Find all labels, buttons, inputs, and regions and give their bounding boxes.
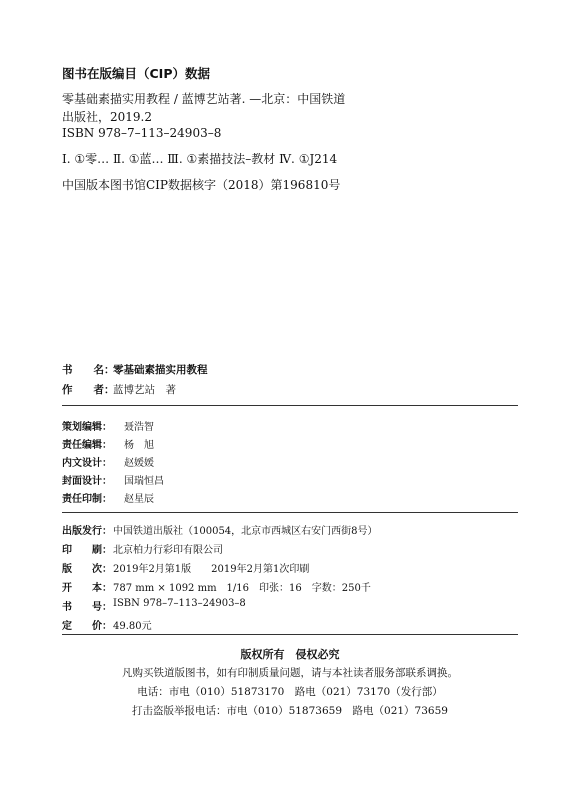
cip-title: 图书在版编目（CIP）数据 [62,66,210,81]
staff-value: 国瑞恒昌 [124,476,164,487]
cip-line-2: 出版社，2019.2 [62,110,152,124]
divider-bottom [62,634,518,635]
author-value: 蓝博艺站 著 [113,384,176,396]
publication-label: 出版发行： [62,526,112,537]
quality-notice: 凡购买铁道版图书，如有印制质量问题，请与本社读者服务部联系调换。 [122,667,458,679]
publication-label: 印 刷： [62,545,112,556]
staff-value: 杨 旭 [124,440,154,451]
publication-value: 787 mm × 1092 mm 1/16 印张：16 字数：250千 [113,583,371,594]
book-title-value: 零基础素描实用教程 [113,364,208,376]
staff-value: 赵媛媛 [124,458,154,469]
staff-label: 责任编辑： [62,440,112,451]
publication-label: 书 号： [62,602,112,613]
staff-label: 内文设计： [62,458,112,469]
staff-label: 封面设计： [62,476,112,487]
piracy-hotline: 打击盗版举报电话：市电（010）51873659 路电（021）73659 [132,705,448,717]
publication-value: 2019年2月第1版 2019年2月第1次印刷 [113,564,310,575]
cip-classification: Ⅰ. ①零… Ⅱ. ①蓝… Ⅲ. ①素描技法–教材 Ⅳ. ①J214 [62,152,338,166]
book-title-label: 书 名： [62,364,115,376]
author-label: 作 者： [62,384,115,396]
phone-line: 电话：市电（010）51873170 路电（021）73170（发行部） [137,686,443,698]
publication-value: 49.80元 [113,621,152,632]
cip-record-number: 中国版本图书馆CIP数据核字（2018）第196810号 [62,178,341,192]
publication-value: 北京柏力行彩印有限公司 [113,545,223,556]
cip-line-1: 零基础素描实用教程 / 蓝博艺站著. —北京：中国铁道 [62,92,346,106]
publication-label: 定 价： [62,621,112,632]
staff-value: 赵星辰 [124,494,154,505]
cip-isbn: ISBN 978–7–113–24903–8 [62,126,222,140]
rights-statement: 版权所有 侵权必究 [240,648,340,661]
publication-value: 中国铁道出版社（100054，北京市西城区右安门西街8号） [113,526,378,537]
divider-top [62,405,518,406]
divider-middle [62,512,518,513]
publication-label: 开 本： [62,583,112,594]
publication-value: ISBN 978–7–113–24903–8 [113,598,246,609]
staff-label: 责任印制： [62,494,112,505]
publication-label: 版 次： [62,564,112,575]
staff-label: 策划编辑： [62,422,112,433]
staff-value: 聂浩智 [124,422,154,433]
